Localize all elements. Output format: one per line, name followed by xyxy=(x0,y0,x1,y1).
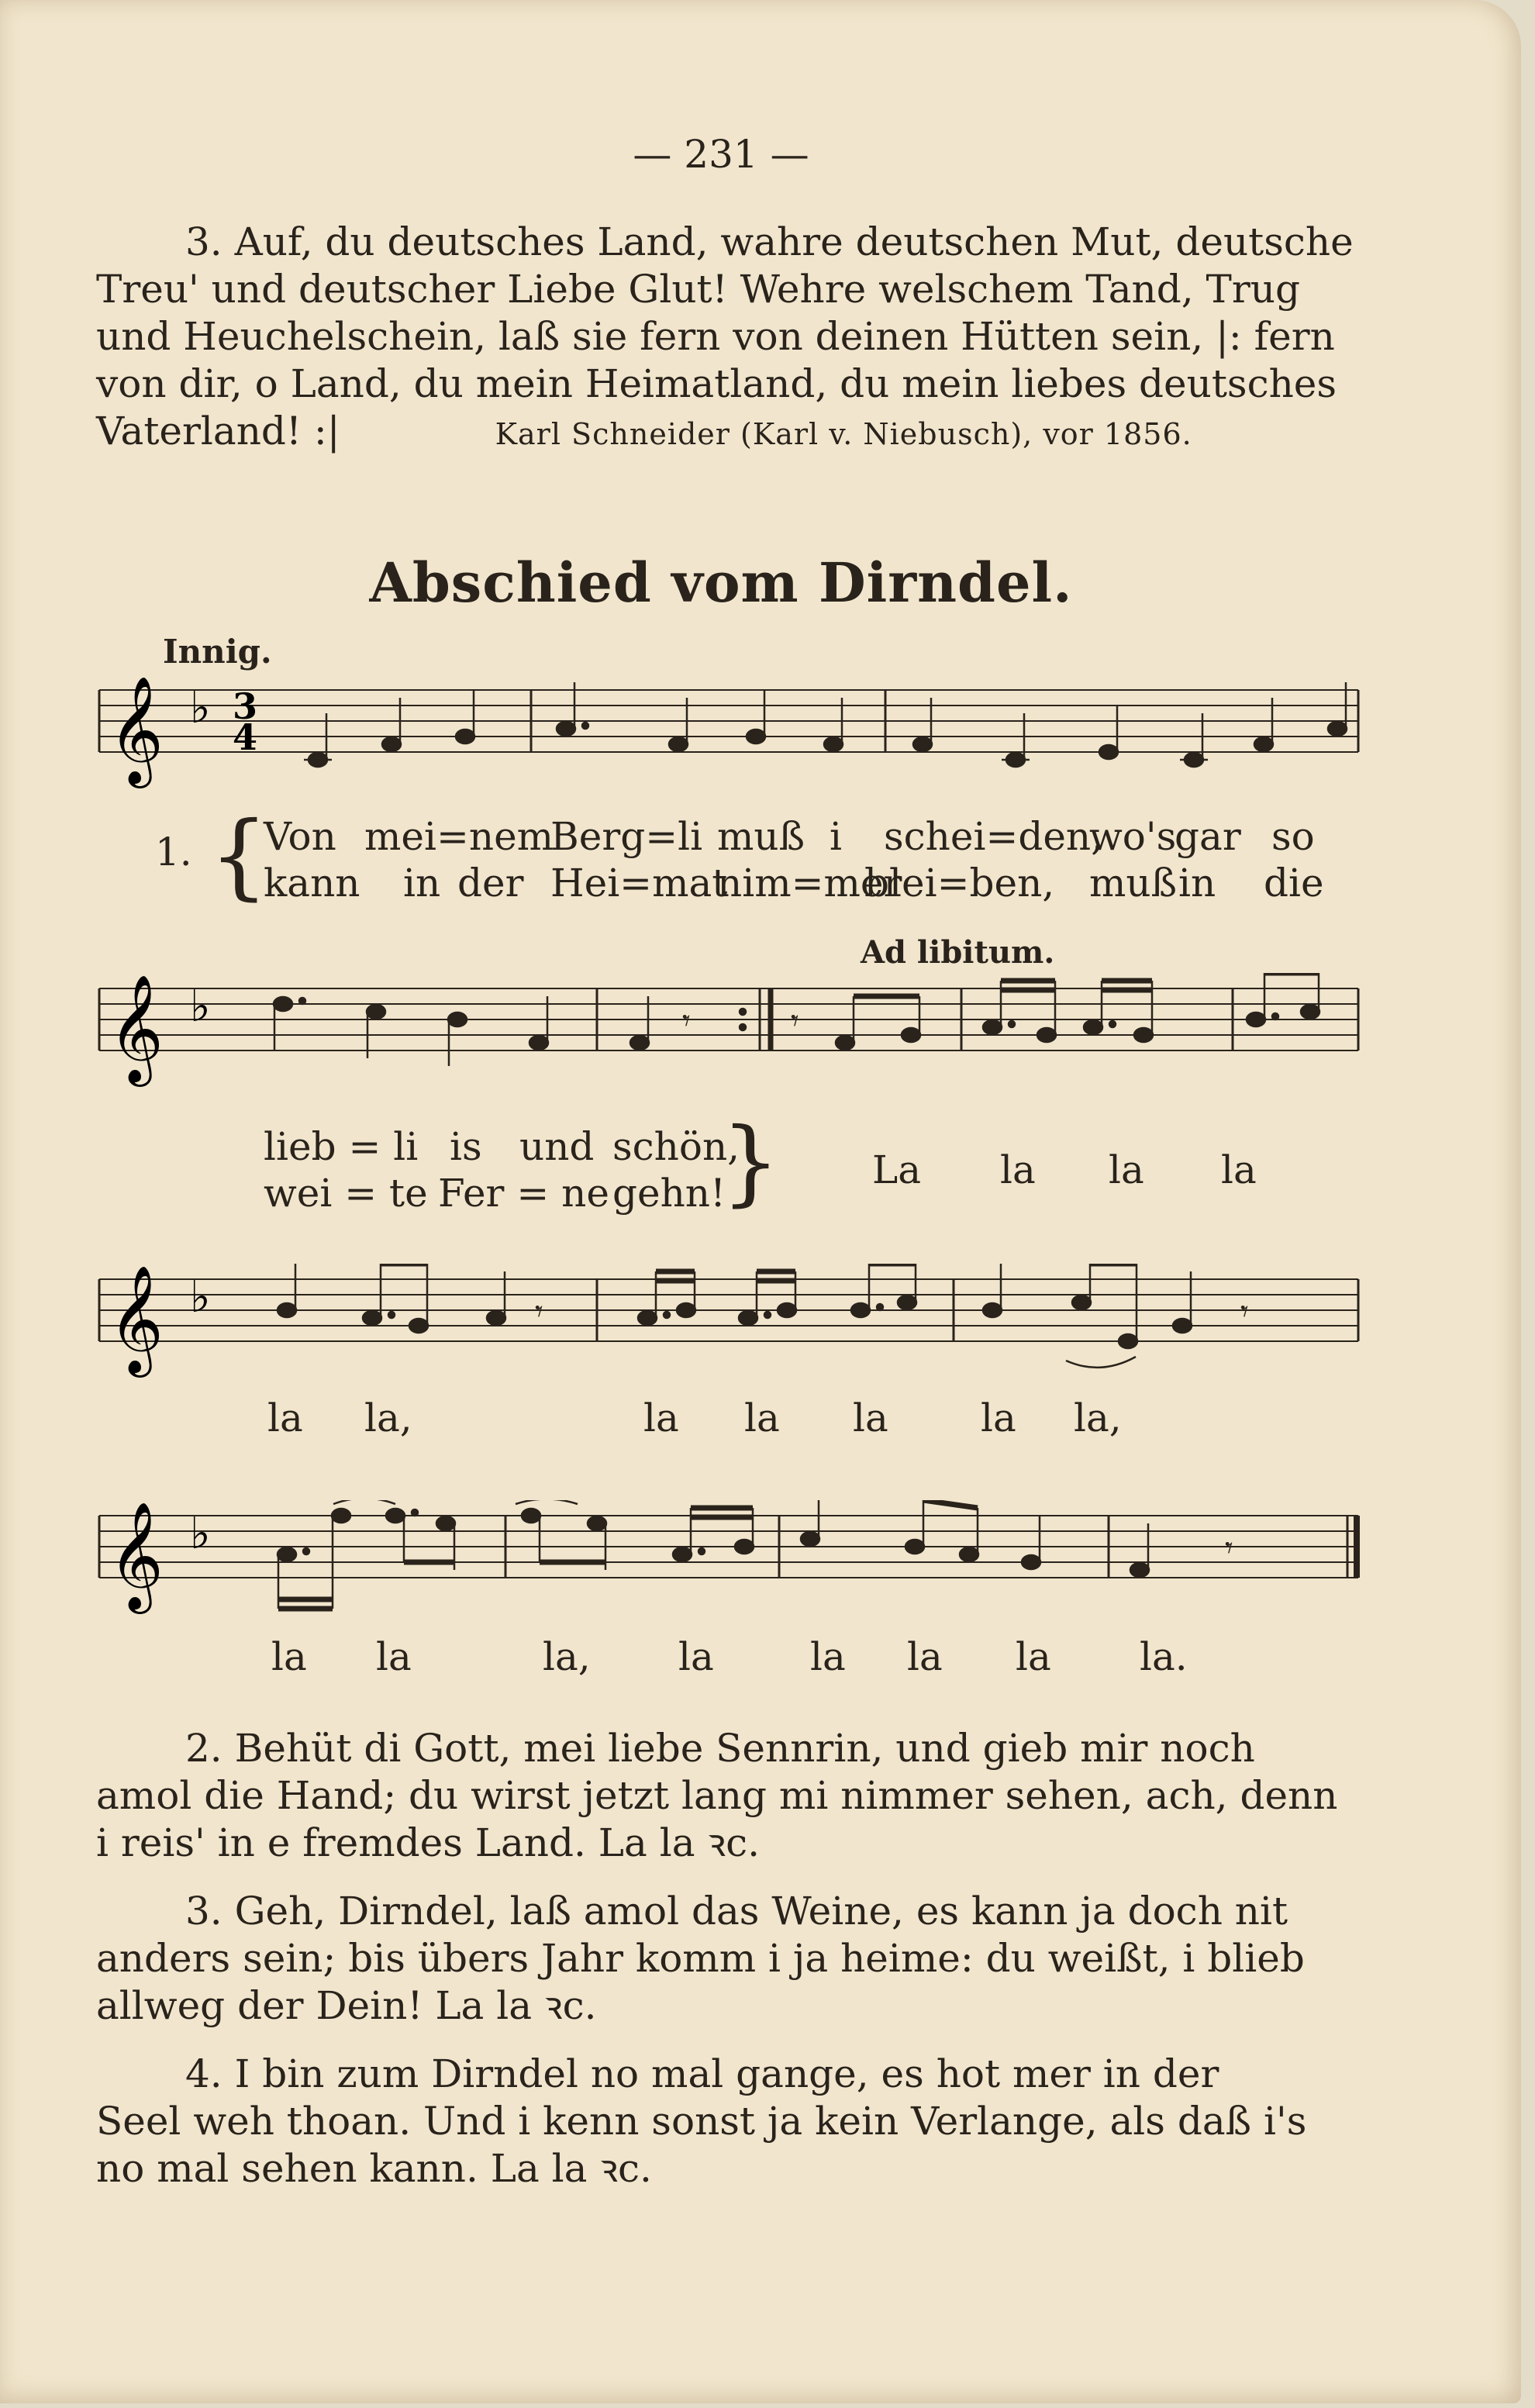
lyric-syllable: la xyxy=(376,1634,412,1679)
text-line: Vaterland! :| xyxy=(96,409,340,454)
music-system-4 xyxy=(93,1500,1364,1640)
svg-text:𝄾: 𝄾 xyxy=(682,1003,691,1039)
text-line: Treu' und deutscher Liebe Glut! Wehre welschem Tand, Trug xyxy=(96,267,1300,312)
text-line: anders sein; bis übers Jahr komm i ja heime: du weißt, i blieb xyxy=(96,1936,1305,1981)
flat-key-signature-icon: ♭ xyxy=(190,981,211,1032)
verse-2 xyxy=(96,1725,1360,1867)
lyric-syllable: Von xyxy=(264,814,336,859)
text-line: 2. Behüt di Gott, mei liebe Sennrin, und gieb mir noch xyxy=(185,1726,1255,1771)
brace-icon: { xyxy=(209,802,269,910)
text-line: allweg der Dein! La la ꝛc. xyxy=(96,1983,597,2028)
lyric-syllable: la xyxy=(810,1634,846,1679)
lyric-syllable: la xyxy=(744,1395,780,1440)
text-line: 3. Geh, Dirndel, laß amol das Weine, es kann ja doch nit xyxy=(185,1889,1288,1934)
lyric-syllable: wo's xyxy=(1089,814,1177,859)
page-number: — 231 — xyxy=(633,132,809,177)
lyric-syllable: so xyxy=(1271,814,1315,859)
text-line: Seel weh thoan. Und i kenn sonst ja kein Verlange, als daß i's xyxy=(96,2099,1307,2144)
lyric-syllable: muß xyxy=(717,814,805,859)
time-signature-top: 3 xyxy=(233,685,258,727)
lyric-syllable: blei=ben, xyxy=(864,861,1055,906)
lyric-syllable: die xyxy=(1264,861,1324,906)
lyric-syllable: wei = te xyxy=(264,1171,428,1216)
lyric-line xyxy=(264,814,336,859)
text-line: no mal sehen kann. La la ꝛc. xyxy=(96,2146,652,2191)
closing-brace-icon: } xyxy=(721,1109,781,1216)
text-line: i reis' in e fremdes Land. La la ꝛc. xyxy=(96,1820,760,1865)
verse-3 xyxy=(96,1888,1360,2030)
text-line: und Heuchelschein, laß sie fern von deinen Hütten sein, |: fern xyxy=(96,314,1335,359)
lyric-syllable: i xyxy=(830,814,842,859)
lyric-syllable: kann xyxy=(264,861,360,906)
svg-text:𝄾: 𝄾 xyxy=(535,1294,543,1330)
lyric-syllable: la xyxy=(1109,1147,1144,1192)
previous-song-verse-3 xyxy=(96,219,1360,458)
lyric-syllable: la, xyxy=(1074,1395,1122,1440)
text-line-last xyxy=(96,408,1360,458)
lyric-syllable: la, xyxy=(364,1395,412,1440)
lyric-syllable: der xyxy=(457,861,524,906)
lyric-syllable: la xyxy=(1000,1147,1036,1192)
flat-key-signature-icon: ♭ xyxy=(190,1509,211,1559)
song-title: Abschied vom Dirndel. xyxy=(369,550,1073,615)
lyric-syllable: la xyxy=(981,1395,1016,1440)
lyric-syllable: la xyxy=(853,1395,888,1440)
verse-4 xyxy=(96,2051,1360,2192)
lyric-syllable: is xyxy=(450,1124,482,1169)
tempo-marking: Innig. xyxy=(163,633,272,671)
lyric-syllable: gar xyxy=(1175,814,1241,859)
lyric-syllable: schei=den, xyxy=(884,814,1104,859)
lyric-syllable: nim=mer xyxy=(717,861,902,906)
lyric-syllable: la xyxy=(643,1395,679,1440)
text-line: 3. Auf, du deutsches Land, wahre deutschen Mut, deutsche xyxy=(185,219,1354,264)
lyric-syllable: gehn! xyxy=(612,1171,726,1216)
lyric-syllable: la xyxy=(678,1634,714,1679)
lyric-syllable: Fer = ne xyxy=(438,1171,609,1216)
lyric-syllable: Hei=mat xyxy=(550,861,728,906)
text-line: von dir, o Land, du mein Heimatland, du mein liebes deutsches xyxy=(96,361,1337,406)
lyric-syllable: in xyxy=(403,861,441,906)
flat-key-signature-icon: ♭ xyxy=(190,683,211,733)
treble-clef-icon: 𝄞 xyxy=(109,676,164,784)
music-system-2 xyxy=(93,973,1364,1113)
lyric-syllable: und xyxy=(519,1124,595,1169)
lyric-syllable: la xyxy=(907,1634,943,1679)
lyric-syllable: in xyxy=(1178,861,1216,906)
notes-system-1 xyxy=(304,682,1347,767)
staff-lines xyxy=(99,690,1358,752)
lyric-syllable: la. xyxy=(1140,1634,1188,1679)
verse-number: 1. xyxy=(155,830,192,875)
music-system-1 xyxy=(93,674,1364,830)
svg-text:𝄾: 𝄾 xyxy=(1225,1530,1233,1566)
text-line: amol die Hand; du wirst jetzt lang mi nimmer sehen, ach, denn xyxy=(96,1773,1338,1818)
treble-clef-icon: 𝄞 xyxy=(109,975,164,1082)
music-system-3 xyxy=(93,1264,1364,1395)
svg-text:𝄾: 𝄾 xyxy=(791,1003,799,1039)
lyric-syllable: la xyxy=(267,1395,303,1440)
lyric-syllable: la xyxy=(1221,1147,1257,1192)
lyric-syllable: la xyxy=(1016,1634,1051,1679)
lyric-syllable: lieb = li xyxy=(264,1124,419,1169)
svg-text:𝄾: 𝄾 xyxy=(1240,1294,1249,1330)
lyric-syllable: La xyxy=(872,1147,922,1192)
flat-key-signature-icon: ♭ xyxy=(190,1272,211,1323)
lyric-syllable: schön, xyxy=(612,1124,740,1169)
author-credit: Karl Schneider (Karl v. Niebusch), vor 1856. xyxy=(495,417,1192,451)
ad-libitum-marking: Ad libitum. xyxy=(861,934,1055,971)
lyric-syllable: la, xyxy=(543,1634,591,1679)
treble-clef-icon: 𝄞 xyxy=(109,1502,164,1609)
text-line: 4. I bin zum Dirndel no mal gange, es hot mer in der xyxy=(185,2051,1219,2096)
treble-clef-icon: 𝄞 xyxy=(109,1265,164,1373)
lyric-syllable: mei=nem xyxy=(364,814,554,859)
lyric-syllable: la xyxy=(271,1634,307,1679)
lyric-syllable: muß xyxy=(1089,861,1178,906)
lyric-syllable: Berg=li xyxy=(550,814,703,859)
time-signature-bottom: 4 xyxy=(233,716,258,758)
